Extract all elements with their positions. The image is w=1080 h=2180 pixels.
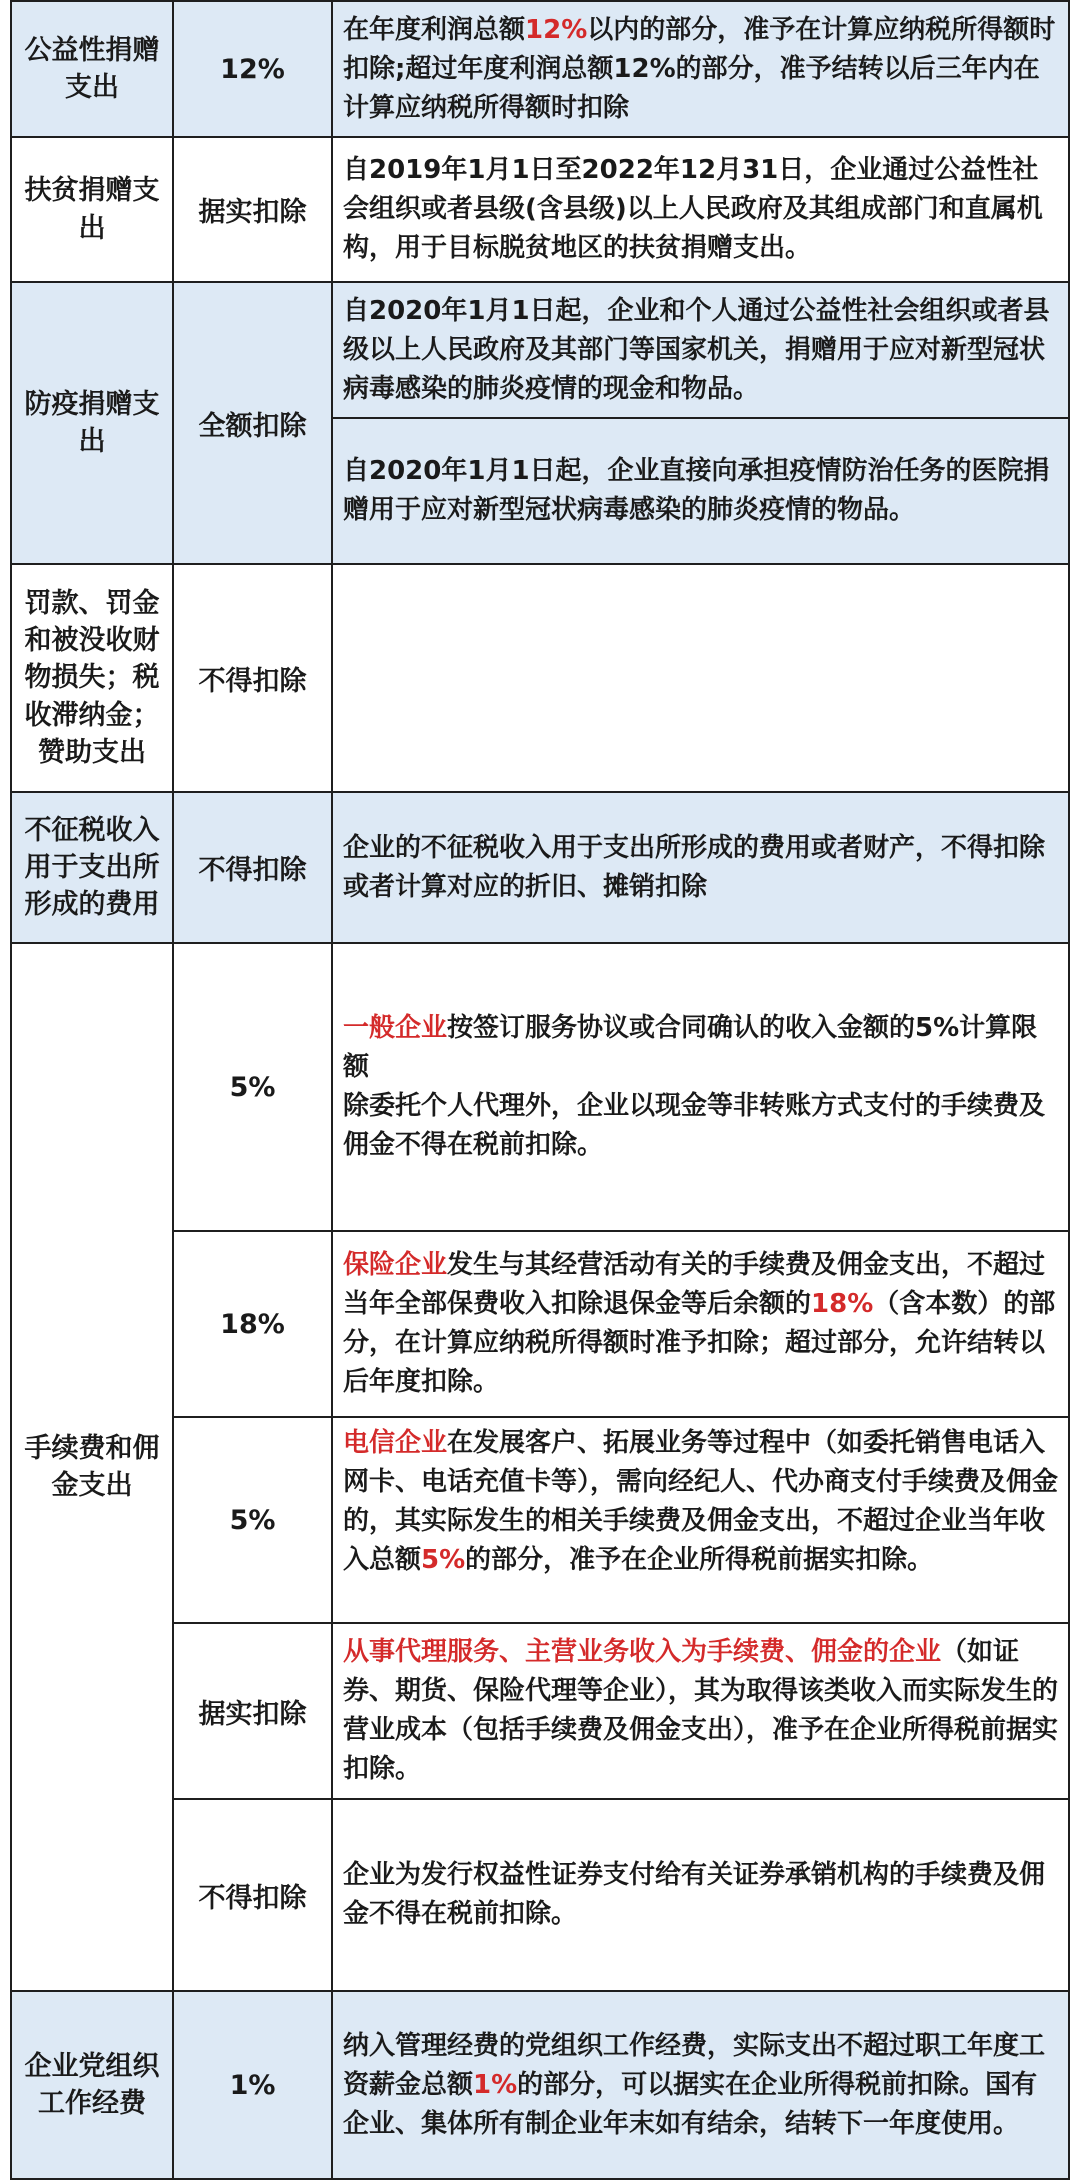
description-cell: 自2019年1月1日至2022年12月31日，企业通过公益性社会组织或者县级(含县级)以上人民政府及其组成部门和直属机构，用于目标脱贫地区的扶贫捐赠支出。 xyxy=(332,137,1069,282)
table-row xyxy=(11,282,1069,418)
table-row xyxy=(11,1,1069,137)
rate-cell: 1% xyxy=(173,1991,332,2179)
description-cell: 自2020年1月1日起，企业直接向承担疫情防治任务的医院捐赠用于应对新型冠状病毒感染的肺炎疫情的物品。 xyxy=(332,418,1069,564)
desc-text: 以内的部分，准予在计算应纳税所得额时扣除;超过年度利润总额12%的部分，准予结转以后三年内在计算应纳税所得额时扣除 xyxy=(343,14,1056,123)
category-cell: 防疫捐赠支出 xyxy=(11,282,173,564)
highlight-text: 一般企业 xyxy=(343,1013,448,1043)
category-cell: 企业党组织工作经费 xyxy=(11,1991,173,2179)
description-cell xyxy=(332,1231,1069,1417)
highlight-text: 12% xyxy=(525,14,588,45)
category-cell: 扶贫捐赠支出 xyxy=(11,137,173,282)
desc-text: 的部分，准予在企业所得税前据实扣除。 xyxy=(465,1545,934,1575)
highlight-text: 5% xyxy=(421,1545,466,1575)
description-cell xyxy=(332,564,1069,792)
description-cell xyxy=(332,1991,1069,2179)
desc-text: 的部分，可以据实在企业所得税前扣除。国有企业、集体所有制企业年末如有结余，结转下一年度使用。 xyxy=(343,2069,1038,2139)
rate-cell: 据实扣除 xyxy=(173,1623,332,1799)
description-cell xyxy=(332,1,1069,137)
desc-text: 在发展客户、拓展业务等过程中（如委托销售电话入网卡、电话充值卡等），需向经纪人、代办商支付手续费及佣金的，其实际发生的相关手续费及佣金支出，不超过企业当年收入总额 xyxy=(343,1428,1059,1575)
highlight-text: 电信企业 xyxy=(343,1428,448,1458)
rate-cell: 据实扣除 xyxy=(173,137,332,282)
table-row xyxy=(11,564,1069,792)
desc-text: 除委托个人代理外，企业以现金等非转账方式支付的手续费及佣金不得在税前扣除。 xyxy=(343,1091,1046,1160)
category-cell: 公益性捐赠支出 xyxy=(11,1,173,137)
table-row xyxy=(11,137,1069,282)
rate-cell: 5% xyxy=(173,943,332,1231)
desc-text: 在年度利润总额 xyxy=(343,14,526,45)
desc-text: 发生与其经营活动有关的手续费及佣金支出，不超过当年全部保费收入扣除退保金等后余额的 xyxy=(343,1250,1046,1319)
description-cell: 企业为发行权益性证券支付给有关证券承销机构的手续费及佣金不得在税前扣除。 xyxy=(332,1799,1069,1991)
description-cell: 自2020年1月1日起，企业和个人通过公益性社会组织或者县级以上人民政府及其部门等国家机关，捐赠用于应对新型冠状病毒感染的肺炎疫情的现金和物品。 xyxy=(332,282,1069,418)
rate-cell: 18% xyxy=(173,1231,332,1417)
table-row xyxy=(11,792,1069,943)
highlight-text: 从事代理服务、主营业务收入为手续费、佣金的企业 xyxy=(343,1637,942,1667)
category-cell: 不征税收入用于支出所形成的费用 xyxy=(11,792,173,943)
rate-cell: 不得扣除 xyxy=(173,792,332,943)
table-row xyxy=(11,943,1069,1231)
desc-text: （含本数）的部分，在计算应纳税所得额时准予扣除；超过部分，允许结转以后年度扣除。 xyxy=(343,1289,1056,1397)
category-cell: 手续费和佣金支出 xyxy=(11,943,173,1991)
description-cell xyxy=(332,943,1069,1231)
desc-text: （如证券、期货、保险代理等企业），其为取得该类收入而实际发生的营业成本（包括手续费及佣金支出），准予在企业所得税前据实扣除。 xyxy=(343,1637,1059,1784)
description-cell: 企业的不征税收入用于支出所形成的费用或者财产，不得扣除或者计算对应的折旧、摊销扣除 xyxy=(332,792,1069,943)
table-row xyxy=(11,1991,1069,2179)
rate-cell: 不得扣除 xyxy=(173,564,332,792)
highlight-text: 1% xyxy=(473,2069,518,2100)
highlight-text: 18% xyxy=(811,1289,874,1319)
category-cell: 罚款、罚金和被没收财物损失；税收滞纳金；赞助支出 xyxy=(11,564,173,792)
desc-text: 按签订服务协议或合同确认的收入金额的5%计算限额 xyxy=(343,1013,1038,1082)
desc-text: 纳入管理经费的党组织工作经费，实际支出不超过职工年度工资薪金总额 xyxy=(343,2030,1046,2100)
description-cell xyxy=(332,1417,1069,1623)
rate-cell: 不得扣除 xyxy=(173,1799,332,1991)
description-cell xyxy=(332,1623,1069,1799)
highlight-text: 保险企业 xyxy=(343,1250,448,1280)
rate-cell: 12% xyxy=(173,1,332,137)
rate-cell: 5% xyxy=(173,1417,332,1623)
deduction-table xyxy=(10,0,1070,2180)
rate-cell: 全额扣除 xyxy=(173,282,332,564)
